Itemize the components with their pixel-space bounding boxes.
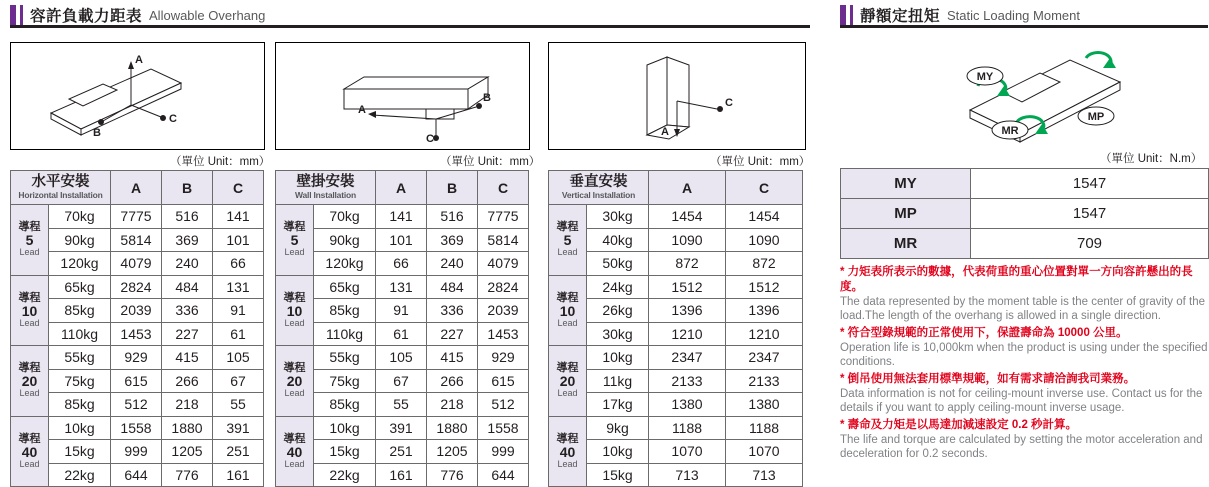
- column-header-c: C: [726, 171, 803, 205]
- table-row: [11, 440, 264, 464]
- notes-block: [840, 265, 1208, 464]
- value-a: 91: [376, 299, 427, 323]
- load-value: 110kg: [314, 322, 376, 346]
- value-c: 1090: [726, 228, 803, 252]
- value-b: 1205: [427, 440, 478, 464]
- value-c: 999: [478, 440, 529, 464]
- load-value: 30kg: [587, 322, 649, 346]
- lead-label-en: Lead: [19, 388, 40, 399]
- table-row: [549, 275, 803, 299]
- value-b: 776: [162, 463, 213, 487]
- table-row: [549, 346, 803, 370]
- value-c: 1396: [726, 299, 803, 323]
- lead-number: 5: [25, 232, 34, 249]
- table-row: [11, 322, 264, 346]
- value-a: 999: [111, 440, 162, 464]
- load-value: 10kg: [314, 416, 376, 440]
- lead-number: 40: [21, 443, 38, 460]
- value-b: 336: [162, 299, 213, 323]
- table-row: [276, 205, 529, 229]
- section-header-allowable-overhang: [10, 4, 810, 26]
- value-b: 336: [427, 299, 478, 323]
- value-c: 1558: [478, 416, 529, 440]
- lead-group-5: [276, 205, 314, 276]
- lead-group-20: [11, 346, 49, 417]
- svg-text:A: A: [661, 126, 669, 138]
- lead-group-40: [549, 416, 587, 487]
- value-c: 1070: [726, 440, 803, 464]
- value-c: 5814: [478, 228, 529, 252]
- value-c: 644: [478, 463, 529, 487]
- value-c: 161: [213, 463, 264, 487]
- table-row: [549, 205, 803, 229]
- table-horizontal-installation: [10, 170, 264, 487]
- load-value: 120kg: [314, 252, 376, 276]
- value-b: 516: [162, 205, 213, 229]
- load-value: 70kg: [49, 205, 111, 229]
- lead-number: 5: [290, 232, 299, 249]
- moment-value: 1547: [971, 199, 1209, 229]
- value-a: 929: [111, 346, 162, 370]
- accent-bar-secondary-icon: [20, 5, 23, 25]
- lead-label-cn: 導程: [283, 362, 306, 375]
- lead-number: 20: [559, 373, 576, 390]
- svg-text:B: B: [483, 92, 491, 104]
- value-b: 484: [162, 275, 213, 299]
- lead-label-cn: 導程: [556, 362, 579, 375]
- value-b: 415: [427, 346, 478, 370]
- value-c: 251: [213, 440, 264, 464]
- value-a: 2133: [649, 369, 726, 393]
- header-rule: [840, 25, 1208, 28]
- load-value: 70kg: [314, 205, 376, 229]
- value-a: 1396: [649, 299, 726, 323]
- table-row: [549, 393, 803, 417]
- load-value: 10kg: [49, 416, 111, 440]
- lead-label-en: Lead: [19, 247, 40, 258]
- load-value: 26kg: [587, 299, 649, 323]
- value-c: 1210: [726, 322, 803, 346]
- value-a: 105: [376, 346, 427, 370]
- value-a: 2824: [111, 275, 162, 299]
- column-header-a: A: [649, 171, 726, 205]
- table-row: [549, 228, 803, 252]
- value-a: 1380: [649, 393, 726, 417]
- column-header-b: B: [427, 171, 478, 205]
- lead-label-cn: 導程: [18, 291, 41, 304]
- value-a: 872: [649, 252, 726, 276]
- table-row: [276, 275, 529, 299]
- lead-label-cn: 導程: [283, 291, 306, 304]
- table-row: [11, 275, 264, 299]
- lead-number: 40: [286, 443, 303, 460]
- moment-value: 1547: [971, 169, 1209, 199]
- value-c: 131: [213, 275, 264, 299]
- table-row: [11, 299, 264, 323]
- table-row: [11, 252, 264, 276]
- svg-text:MY: MY: [976, 71, 994, 83]
- lead-label-en: Lead: [19, 317, 40, 328]
- value-c: 713: [726, 463, 803, 487]
- lead-number: 20: [286, 373, 303, 390]
- header-en: Vertical Installation: [561, 190, 636, 200]
- header-en: Wall Installation: [295, 190, 356, 200]
- lead-group-10: [549, 275, 587, 346]
- value-c: 512: [478, 393, 529, 417]
- value-a: 101: [376, 228, 427, 252]
- value-a: 66: [376, 252, 427, 276]
- table-row: [11, 228, 264, 252]
- value-b: 240: [162, 252, 213, 276]
- value-a: 512: [111, 393, 162, 417]
- load-value: 10kg: [587, 346, 649, 370]
- table-wall-installation: [275, 170, 529, 487]
- value-c: 67: [213, 369, 264, 393]
- value-b: 1880: [162, 416, 213, 440]
- table-row: [549, 463, 803, 487]
- unit-label-mm-3: （單位 Unit：mm）: [710, 156, 811, 168]
- value-b: 484: [427, 275, 478, 299]
- load-value: 110kg: [49, 322, 111, 346]
- value-a: 55: [376, 393, 427, 417]
- lead-label-en: Lead: [284, 388, 305, 399]
- load-value: 15kg: [314, 440, 376, 464]
- lead-label-cn: 導程: [556, 291, 579, 304]
- unit-label-mm-2: （單位 Unit：mm）: [440, 156, 541, 168]
- value-c: 1188: [726, 416, 803, 440]
- value-c: 1380: [726, 393, 803, 417]
- value-b: 516: [427, 205, 478, 229]
- column-header-c: C: [213, 171, 264, 205]
- value-c: 2347: [726, 346, 803, 370]
- value-b: 227: [162, 322, 213, 346]
- load-value: 55kg: [49, 346, 111, 370]
- lead-number: 10: [21, 302, 38, 319]
- value-c: 55: [213, 393, 264, 417]
- table-row: [841, 199, 1209, 229]
- table-row: [11, 416, 264, 440]
- moment-name: MY: [841, 169, 971, 199]
- value-b: 369: [162, 228, 213, 252]
- value-a: 7775: [111, 205, 162, 229]
- svg-text:MP: MP: [1087, 111, 1105, 123]
- svg-text:MR: MR: [1001, 125, 1019, 137]
- note-3-en: Data information is not for ceiling-mount inverse use. Contact us for the details if you want to apply ceiling-mount inverse usage.: [840, 388, 1203, 414]
- svg-text:A: A: [135, 54, 143, 66]
- lead-group-40: [11, 416, 49, 487]
- value-c: 4079: [478, 252, 529, 276]
- table-header-title: [549, 171, 649, 205]
- lead-number: 5: [563, 232, 572, 249]
- table-row: [549, 440, 803, 464]
- table-row: [11, 369, 264, 393]
- header-rule: [10, 25, 810, 28]
- column-header-a: A: [111, 171, 162, 205]
- section-title-cn: 靜額定扭矩: [860, 8, 941, 25]
- value-a: 1454: [649, 205, 726, 229]
- header-cn: 壁掛安裝: [296, 174, 355, 190]
- figure-vertical-installation: [548, 42, 806, 150]
- load-value: 75kg: [49, 369, 111, 393]
- svg-text:C: C: [426, 133, 434, 145]
- load-value: 65kg: [49, 275, 111, 299]
- value-a: 141: [376, 205, 427, 229]
- lead-label-en: Lead: [19, 458, 40, 469]
- value-b: 266: [162, 369, 213, 393]
- table-row: [11, 205, 264, 229]
- value-a: 4079: [111, 252, 162, 276]
- value-a: 615: [111, 369, 162, 393]
- value-a: 644: [111, 463, 162, 487]
- value-c: 1512: [726, 275, 803, 299]
- lead-label-cn: 導程: [18, 432, 41, 445]
- load-value: 17kg: [587, 393, 649, 417]
- table-row: [276, 369, 529, 393]
- note-2-cn: * 符合型錄規範的正常使用下，保證壽命為 10000 公里。: [840, 327, 1128, 339]
- lead-label-cn: 導程: [283, 432, 306, 445]
- value-c: 101: [213, 228, 264, 252]
- table-row: [549, 299, 803, 323]
- column-header-a: A: [376, 171, 427, 205]
- lead-group-5: [11, 205, 49, 276]
- table-row: [276, 228, 529, 252]
- load-value: 120kg: [49, 252, 111, 276]
- load-value: 85kg: [49, 393, 111, 417]
- table-row: [276, 322, 529, 346]
- value-a: 1453: [111, 322, 162, 346]
- value-b: 266: [427, 369, 478, 393]
- lead-label-cn: 導程: [556, 432, 579, 445]
- unit-label-mm-1: （單位 Unit：mm）: [170, 156, 271, 168]
- lead-label-cn: 導程: [18, 221, 41, 234]
- section-title-en: Static Loading Moment: [947, 7, 1080, 23]
- value-a: 391: [376, 416, 427, 440]
- table-row: [11, 346, 264, 370]
- lead-group-10: [276, 275, 314, 346]
- value-a: 1558: [111, 416, 162, 440]
- value-a: 2347: [649, 346, 726, 370]
- load-value: 65kg: [314, 275, 376, 299]
- load-value: 24kg: [587, 275, 649, 299]
- note-1-cn: * 力矩表所表示的數據，代表荷重的重心位置對單一方向容許懸出的長度。: [840, 266, 1193, 293]
- note-3-cn: * 倒吊使用無法套用標準規範，如有需求請洽詢我司業務。: [840, 373, 1136, 385]
- value-b: 218: [162, 393, 213, 417]
- moment-value: 709: [971, 229, 1209, 259]
- table-row: [276, 252, 529, 276]
- table-row: [549, 369, 803, 393]
- lead-label-cn: 導程: [18, 362, 41, 375]
- lead-number: 10: [559, 302, 576, 319]
- lead-label-en: Lead: [284, 247, 305, 258]
- load-value: 55kg: [314, 346, 376, 370]
- table-row: [276, 346, 529, 370]
- header-en: Horizontal Installation: [18, 190, 103, 200]
- accent-bar-secondary-icon: [850, 5, 853, 25]
- value-c: 2039: [478, 299, 529, 323]
- load-value: 22kg: [314, 463, 376, 487]
- value-c: 2133: [726, 369, 803, 393]
- value-b: 240: [427, 252, 478, 276]
- lead-label-en: Lead: [284, 458, 305, 469]
- lead-group-5: [549, 205, 587, 276]
- value-a: 5814: [111, 228, 162, 252]
- value-a: 251: [376, 440, 427, 464]
- value-b: 218: [427, 393, 478, 417]
- table-row: [549, 416, 803, 440]
- value-a: 67: [376, 369, 427, 393]
- value-a: 1210: [649, 322, 726, 346]
- table-row: [841, 169, 1209, 199]
- lead-label-cn: 導程: [556, 221, 579, 234]
- value-a: 713: [649, 463, 726, 487]
- note-4-cn: * 壽命及力矩是以馬達加減速設定 0.2 秒計算。: [840, 419, 1078, 431]
- figure-wall-installation: [275, 42, 530, 150]
- table-row: [549, 322, 803, 346]
- section-title-en: Allowable Overhang: [149, 7, 266, 23]
- value-c: 105: [213, 346, 264, 370]
- header-cn: 水平安裝: [31, 174, 90, 190]
- value-a: 161: [376, 463, 427, 487]
- value-a: 1090: [649, 228, 726, 252]
- lead-label-en: Lead: [557, 247, 578, 258]
- load-value: 85kg: [49, 299, 111, 323]
- note-2-en: Operation life is 10,000km when the product is using under the specified conditions.: [840, 342, 1208, 368]
- lead-group-20: [549, 346, 587, 417]
- load-value: 11kg: [587, 369, 649, 393]
- load-value: 10kg: [587, 440, 649, 464]
- lead-group-10: [11, 275, 49, 346]
- unit-label-nm: （單位 Unit：N.m）: [1100, 153, 1203, 165]
- table-vertical-installation: [548, 170, 803, 487]
- table-row: [11, 393, 264, 417]
- load-value: 30kg: [587, 205, 649, 229]
- lead-label-cn: 導程: [283, 221, 306, 234]
- table-row: [276, 416, 529, 440]
- figure-horizontal-installation: [10, 42, 265, 150]
- value-b: 415: [162, 346, 213, 370]
- load-value: 9kg: [587, 416, 649, 440]
- load-value: 85kg: [314, 299, 376, 323]
- lead-number: 10: [286, 302, 303, 319]
- load-value: 85kg: [314, 393, 376, 417]
- moment-name: MR: [841, 229, 971, 259]
- value-b: 227: [427, 322, 478, 346]
- load-value: 90kg: [49, 228, 111, 252]
- table-row: [841, 229, 1209, 259]
- value-c: 7775: [478, 205, 529, 229]
- svg-text:C: C: [725, 97, 733, 109]
- value-a: 1188: [649, 416, 726, 440]
- table-header-title: [11, 171, 111, 205]
- table-row: [276, 463, 529, 487]
- value-c: 1454: [726, 205, 803, 229]
- value-b: 369: [427, 228, 478, 252]
- lead-label-en: Lead: [284, 317, 305, 328]
- column-header-b: B: [162, 171, 213, 205]
- lead-label-en: Lead: [557, 317, 578, 328]
- table-static-loading-moment: [840, 168, 1209, 259]
- svg-text:A: A: [358, 104, 366, 116]
- value-a: 61: [376, 322, 427, 346]
- load-value: 15kg: [49, 440, 111, 464]
- moment-name: MP: [841, 199, 971, 229]
- table-row: [276, 393, 529, 417]
- header-cn: 垂直安裝: [569, 174, 628, 190]
- accent-bar-icon: [10, 5, 16, 25]
- svg-text:B: B: [93, 127, 101, 139]
- value-c: 91: [213, 299, 264, 323]
- note-1-en: The data represented by the moment table is the center of gravity of the load.The length of the overhang is allowed in a single direction.: [840, 296, 1206, 322]
- lead-number: 20: [21, 373, 38, 390]
- lead-group-20: [276, 346, 314, 417]
- column-header-c: C: [478, 171, 529, 205]
- value-b: 776: [427, 463, 478, 487]
- value-c: 615: [478, 369, 529, 393]
- lead-group-40: [276, 416, 314, 487]
- load-value: 50kg: [587, 252, 649, 276]
- figure-static-loading-moment: [840, 34, 1208, 144]
- note-4-en: The life and torque are calculated by setting the motor acceleration and deceleration for 0.2 seconds.: [840, 434, 1203, 460]
- accent-bar-icon: [840, 5, 846, 25]
- value-c: 929: [478, 346, 529, 370]
- value-c: 61: [213, 322, 264, 346]
- load-value: 40kg: [587, 228, 649, 252]
- value-a: 1512: [649, 275, 726, 299]
- value-c: 1453: [478, 322, 529, 346]
- svg-text:C: C: [169, 113, 177, 125]
- table-header-title: [276, 171, 376, 205]
- value-a: 131: [376, 275, 427, 299]
- load-value: 90kg: [314, 228, 376, 252]
- lead-label-en: Lead: [557, 458, 578, 469]
- section-header-static-loading-moment: [840, 4, 1208, 26]
- value-b: 1880: [427, 416, 478, 440]
- lead-number: 40: [559, 443, 576, 460]
- value-c: 141: [213, 205, 264, 229]
- table-row: [11, 463, 264, 487]
- section-title-cn: 容許負載力距表: [30, 8, 143, 25]
- table-row: [276, 299, 529, 323]
- value-c: 872: [726, 252, 803, 276]
- load-value: 15kg: [587, 463, 649, 487]
- table-row: [276, 440, 529, 464]
- load-value: 75kg: [314, 369, 376, 393]
- value-b: 1205: [162, 440, 213, 464]
- value-a: 2039: [111, 299, 162, 323]
- value-c: 66: [213, 252, 264, 276]
- lead-label-en: Lead: [557, 388, 578, 399]
- value-a: 1070: [649, 440, 726, 464]
- table-row: [549, 252, 803, 276]
- value-c: 2824: [478, 275, 529, 299]
- value-c: 391: [213, 416, 264, 440]
- load-value: 22kg: [49, 463, 111, 487]
